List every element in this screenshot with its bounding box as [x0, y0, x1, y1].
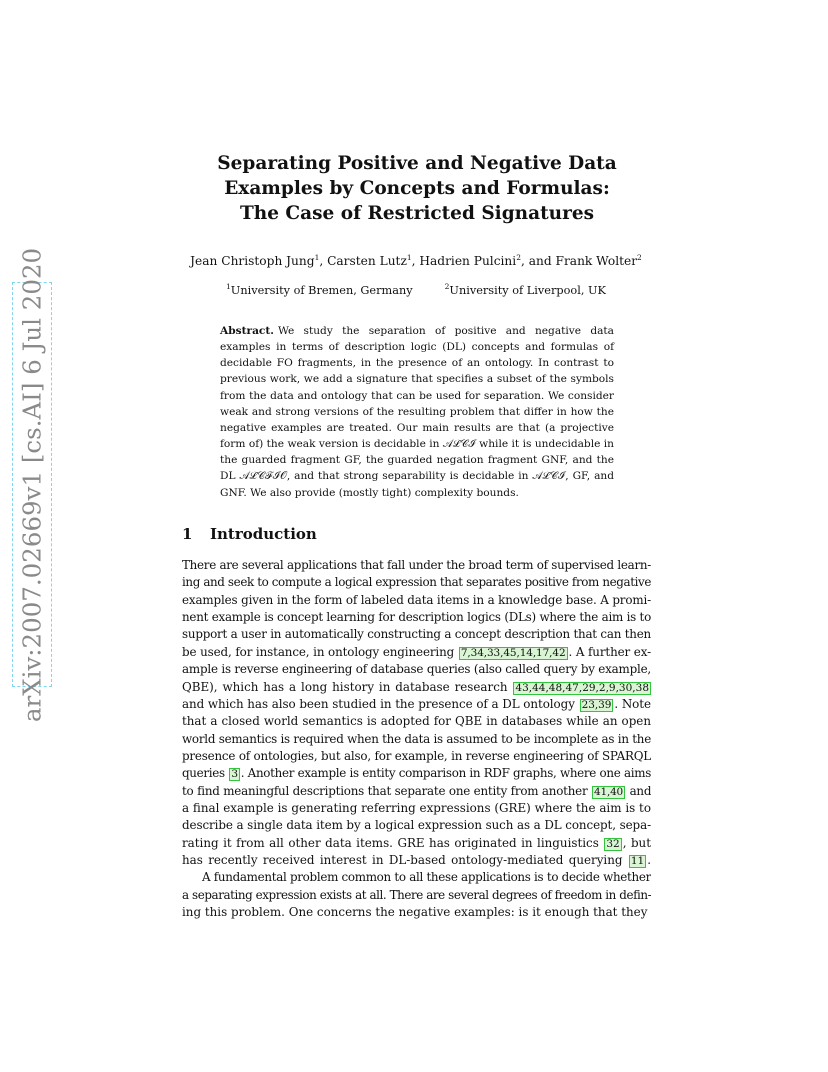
author-list [150, 254, 682, 268]
body-text-span: . Another example is entity comparison in RDF graphs, where one aims [240, 766, 651, 781]
body-text-span: support a user in automatically constructing a concept description that can then [182, 627, 651, 642]
body-text-span: presence of ontologies, but also, for example, in reverse engineering of SPARQL [182, 748, 651, 763]
citation-link[interactable]: 3 [231, 768, 238, 781]
body-line [182, 783, 651, 800]
section-heading [182, 525, 317, 543]
title-line-1: Separating Positive and Negative Data [217, 153, 617, 174]
body-text [182, 557, 651, 922]
author-name: Hadrien Pulcini [419, 254, 517, 268]
affiliations [150, 284, 682, 297]
body-text-span: , but [622, 835, 651, 850]
abstract-heading: Abstract. [220, 325, 274, 337]
author-separator: , [319, 254, 328, 268]
body-line [182, 609, 651, 626]
author-affiliation-marker: 2 [516, 253, 521, 262]
citation-link[interactable]: 41,40 [594, 785, 623, 798]
body-text-span: a separating expression exists at all. There are several degrees of freedom in defin- [182, 887, 651, 902]
body-text-span: that a closed world semantics is adopted for QBE in databases while an open [182, 714, 651, 729]
body-text-span: . [647, 853, 651, 868]
arxiv-identifier: arXiv:2007.02669v1 [cs.AI] 6 Jul 2020 [17, 247, 47, 722]
author-affiliation-marker: 1 [406, 253, 412, 262]
affiliation-marker: 2 [444, 282, 450, 291]
author-affiliation-marker: 2 [637, 253, 642, 262]
body-line [182, 679, 651, 696]
title-line-2: Examples by Concepts and Formulas: [224, 178, 610, 199]
body-text-span: . A further ex- [568, 644, 651, 659]
body-text-span: examples given in the form of labeled data items in a knowledge base. A promi- [182, 592, 651, 607]
body-line [182, 713, 651, 730]
arxiv-identifier-stamp[interactable] [12, 247, 52, 722]
body-line [182, 644, 651, 661]
body-text-span: ample is reverse engineering of database queries (also called query by example, [182, 662, 651, 677]
body-line [182, 765, 651, 782]
body-line [182, 626, 651, 643]
body-text-span: a final example is generating referring expressions (GRE) where the aim is to [182, 801, 651, 816]
body-line [182, 817, 651, 834]
body-line [182, 748, 651, 765]
author-name: Jean Christoph Jung [190, 254, 315, 268]
paper-title [180, 151, 654, 226]
author-name: Frank Wolter [555, 254, 638, 268]
author-separator: , [411, 254, 420, 268]
body-text-span: nent example is concept learning for description logics (DLs) where the aim is to [182, 610, 651, 625]
body-text-span: rating it from all other data items. GRE has originated in linguistics [182, 835, 604, 850]
body-text-span: ing and seek to compute a logical expression that separates positive from negative [182, 575, 651, 590]
body-line [182, 592, 651, 609]
body-line [182, 557, 651, 574]
body-line [182, 800, 651, 817]
body-text-span: to find meaningful descriptions that separate one entity from another [182, 783, 592, 798]
body-text-span: and which has also been studied in the presence of a DL ontology [182, 696, 579, 711]
citation-link[interactable]: 23,39 [581, 698, 612, 711]
body-line [182, 661, 651, 678]
author-name: Carsten Lutz [327, 254, 407, 268]
section-title: Introduction [210, 525, 317, 543]
body-line [182, 904, 651, 921]
body-line [182, 835, 651, 852]
body-text-span: queries [182, 766, 229, 781]
body-text-span: There are several applications that fall under the broad term of supervised learn- [182, 558, 651, 572]
body-line [182, 869, 651, 886]
body-text-span: A fundamental problem common to all these applications is to decide whether [202, 870, 651, 885]
citation-link[interactable]: 43,44,48,47,29,2,9,30,38 [515, 681, 649, 694]
body-text-span: has recently received interest in DL-based ontology-mediated querying [182, 853, 628, 868]
body-text-span: be used, for instance, in ontology engineering [182, 644, 458, 659]
affiliation-liverpool: University of Liverpool, UK [449, 284, 606, 297]
citation-link[interactable]: 7,34,33,45,14,17,42 [460, 646, 566, 659]
section-number: 1 [182, 525, 193, 543]
body-line [182, 852, 651, 869]
body-line [182, 696, 651, 713]
title-line-3: The Case of Restricted Signatures [239, 203, 595, 224]
body-line [182, 574, 651, 591]
author-affiliation-marker: 1 [314, 253, 320, 262]
body-text-span: QBE), which has a long history in database research [182, 679, 513, 694]
affiliation-marker: 1 [226, 282, 231, 291]
body-text-span: world semantics is required when the data is assumed to be incomplete as in the [182, 731, 651, 746]
body-line [182, 887, 651, 904]
abstract-text: We study the separation of positive and negative data examples in terms of description logic (DL) concepts and formulas of decidable FO fragments, in the presence of an ontology. In contrast to previous work, we add a signature that specifies a subset of the symbols from the data and ontology that can be used for separation. We consider weak and strong versions of the resulting problem that differ in how the negative examples are treated. Our main results are that (a projective form of) the weak version is decidable in 𝒜ℒ𝒞ℐ while it is undecidable in the guarded fragment GF, the guarded negation fragment GNF, and the DL 𝒜ℒ𝒞ℱℐ𝒪, and that strong separability is decidable in 𝒜ℒ𝒞ℐ, GF, and GNF. We also provide (mostly tight) complexity bounds. [220, 325, 614, 499]
body-text-span: ing this problem. One concerns the negative examples: is it enough that they [182, 905, 648, 920]
abstract [220, 323, 614, 501]
citation-link[interactable]: 32 [606, 837, 620, 850]
body-text-span: describe a single data item by a logical expression such as a DL concept, sepa- [182, 818, 651, 833]
author-separator: , and [520, 254, 556, 268]
body-text-span: and [626, 783, 651, 798]
affiliation-bremen: University of Bremen, Germany [230, 284, 413, 297]
body-line [182, 731, 651, 748]
body-text-span: . Note [614, 696, 651, 711]
citation-link[interactable]: 11 [630, 855, 645, 868]
